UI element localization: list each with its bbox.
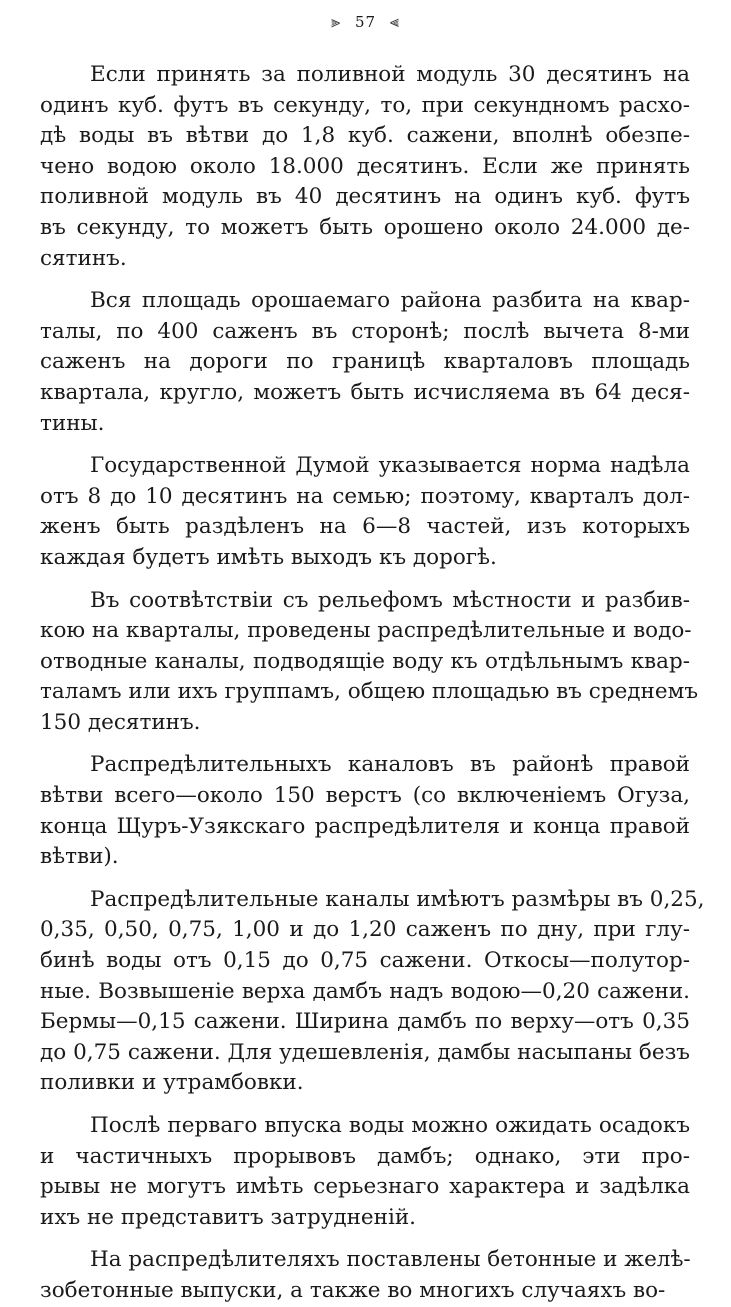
- text-line: 150 десятинъ.: [40, 709, 201, 735]
- paragraph: [40, 885, 705, 1099]
- text-line: Если принять за поливной модуль 30 десятинъ на: [90, 62, 690, 87]
- text-line: Бермы—0,15 сажени. Ширина дамбъ по верху—отъ 0,35: [40, 1009, 690, 1035]
- text-line: конца Щуръ-Узякскаго распредѣлителя и конца правой: [40, 813, 690, 839]
- text-line: саженъ на дороги по границѣ кварталовъ площадь: [40, 349, 690, 375]
- text-line: поливной модуль въ 40 десятинъ на одинъ куб. футъ: [40, 184, 690, 210]
- text-line: чено водою около 18.000 десятинъ. Если же принять: [40, 153, 690, 179]
- text-line: таламъ или ихъ группамъ, общею площадью въ среднемъ: [40, 679, 698, 705]
- paragraph-gap: [40, 439, 690, 451]
- text-line: въ секунду, то можетъ быть орошено около 24.000 де-: [40, 214, 690, 240]
- text-line: Послѣ перваго впуска воды можно ожидать осадокъ: [90, 1113, 690, 1138]
- paragraph: [40, 750, 690, 872]
- body-text: [40, 60, 705, 1307]
- paragraph: [40, 286, 690, 439]
- text-line: и частичныхъ прорывовъ дамбъ; однако, эти про-: [40, 1143, 690, 1169]
- text-line: Въ соотвѣтствіи съ рельефомъ мѣстности и разбив-: [90, 587, 690, 613]
- text-line: Распредѣлительные каналы имѣютъ размѣры въ 0,25,: [90, 886, 705, 912]
- text-line: женъ быть раздѣленъ на 6—8 частей, изъ которыхъ: [40, 514, 690, 540]
- paragraph-gap: [40, 738, 690, 750]
- text-line: На распредѣлителяхъ поставлены бетонные и желѣ-: [90, 1247, 691, 1273]
- text-line: ихъ не представитъ затрудненій.: [40, 1204, 417, 1230]
- paragraph: [40, 1111, 690, 1233]
- page-header: [0, 12, 731, 32]
- ornament-left-icon: ⫸: [331, 12, 342, 31]
- text-line: вѣтви).: [40, 844, 119, 870]
- text-line: отводные каналы, подводящіе воду къ отдѣльнымъ квар-: [40, 648, 690, 674]
- text-line: Государственной Думой указывается норма надѣла: [90, 453, 690, 479]
- text-line: одинъ куб. футъ въ секунду, то, при секундномъ расхо-: [40, 92, 690, 118]
- paragraph-gap: [40, 274, 690, 286]
- ornament-right-icon: ⫷: [389, 12, 400, 31]
- text-line: тины.: [40, 410, 105, 436]
- text-line: каждая будетъ имѣть выходъ къ дорогѣ.: [40, 544, 497, 570]
- text-line: Распредѣлительныхъ каналовъ въ районѣ правой: [90, 752, 690, 778]
- text-line: сятинъ.: [40, 245, 127, 271]
- text-line: квартала, кругло, можетъ быть исчисляема въ 64 деся-: [40, 379, 690, 405]
- text-line: до 0,75 сажени. Для удешевленія, дамбы насыпаны безъ: [40, 1039, 690, 1065]
- paragraph-gap: [40, 574, 690, 586]
- text-line: 0,35, 0,50, 0,75, 1,00 и до 1,20 саженъ по дну, при глу-: [40, 917, 690, 943]
- paragraph: [40, 586, 698, 739]
- text-line: поливки и утрамбовки.: [40, 1070, 304, 1096]
- paragraph-gap: [40, 1233, 690, 1245]
- paragraph-gap: [40, 873, 690, 885]
- text-line: вѣтви всего—около 150 верстъ (со включеніемъ Огуза,: [40, 783, 690, 809]
- text-line: дѣ воды въ вѣтви до 1,8 куб. сажени, вполнѣ обезпе-: [40, 123, 690, 149]
- paragraph: [40, 60, 690, 274]
- text-line: зобетонные выпуски, а также во многихъ случаяхъ во-: [40, 1277, 666, 1303]
- text-line: отъ 8 до 10 десятинъ на семью; поэтому, кварталъ дол-: [40, 483, 690, 509]
- text-line: ные. Возвышеніе верха дамбъ надъ водою—0,20 сажени.: [40, 978, 690, 1004]
- text-line: кою на кварталы, проведены распредѣлительные и водо-: [40, 618, 692, 644]
- text-line: Вся площадь орошаемаго района разбита на квар-: [90, 288, 690, 314]
- text-line: талы, по 400 саженъ въ сторонѣ; послѣ вычета 8-ми: [40, 318, 690, 344]
- text-line: бинѣ воды отъ 0,15 до 0,75 сажени. Откосы—полутор-: [40, 948, 690, 974]
- paragraph-gap: [40, 1099, 690, 1111]
- page-number: 57: [354, 13, 377, 31]
- paragraph: [40, 1245, 690, 1306]
- paragraph: [40, 451, 690, 573]
- text-line: рывы не могутъ имѣть серьезнаго характера и задѣлка: [40, 1174, 690, 1200]
